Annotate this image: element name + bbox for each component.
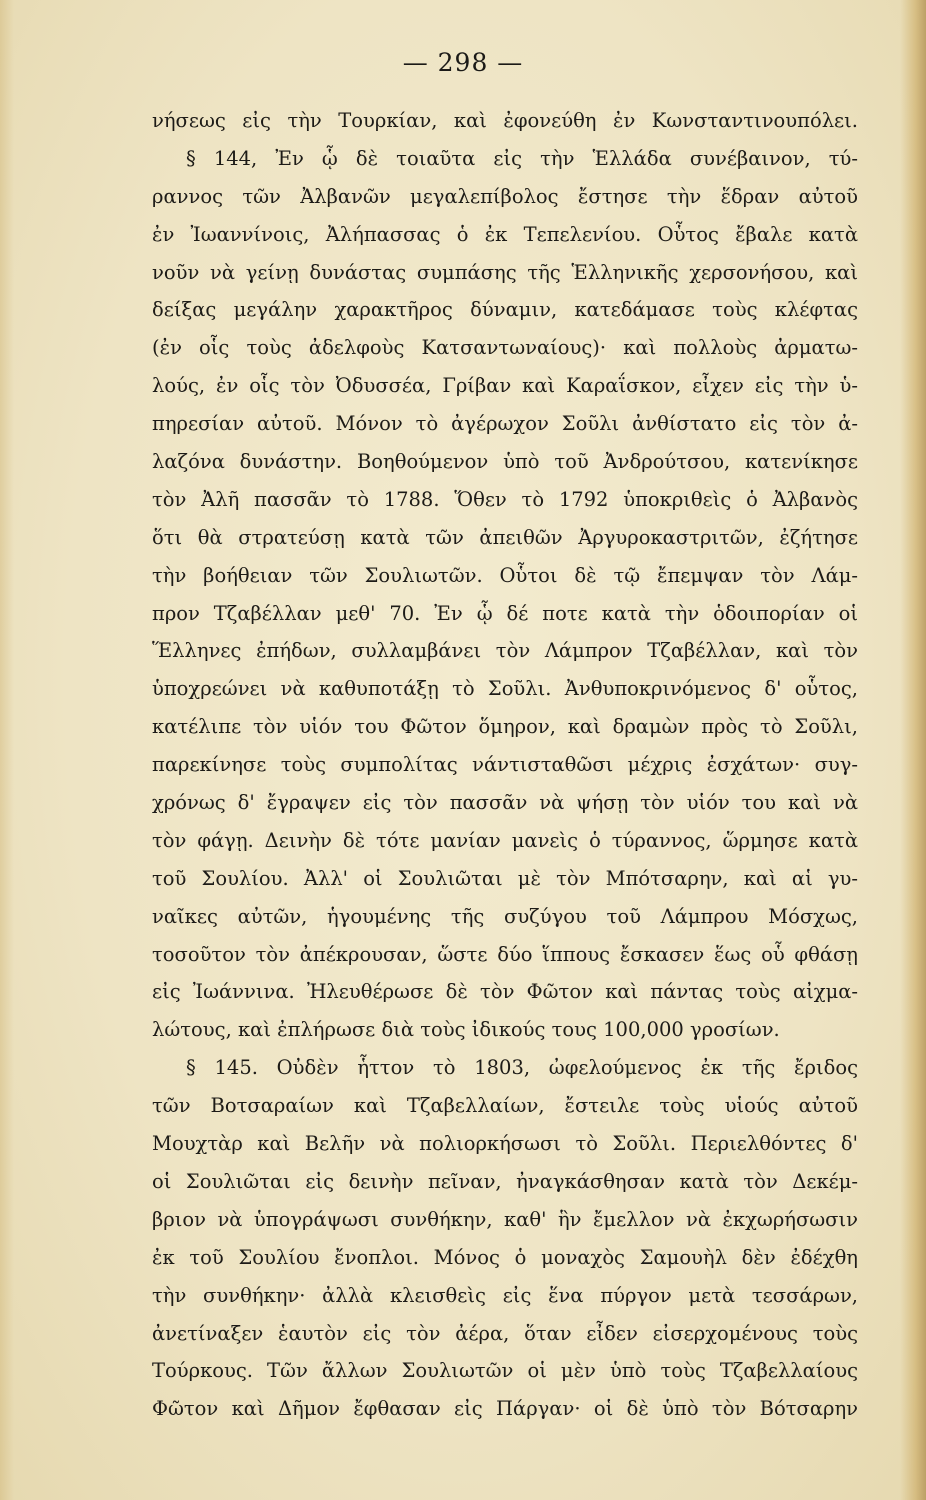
text-line: Μουχτὰρ καὶ Βελῆν νὰ πολιορκήσωσι τὸ Σοῦλι. Περιελθόντες δ' xyxy=(152,1132,858,1156)
page-number: — 298 — xyxy=(402,48,524,77)
text-line: ἐν Ἰωαννίνοις, Ἀλήπασσας ὁ ἐκ Τεπελενίου. Οὗτος ἔβαλε κατὰ xyxy=(152,222,858,246)
text-line: τοσοῦτον τὸν ἀπέκρουσαν, ὥστε δύο ἵππους ἔσκασεν ἕως οὗ φθάσῃ xyxy=(152,942,858,966)
text-line: τοῦ Σουλίου. Ἀλλ' οἱ Σουλιῶται μὲ τὸν Μπότσαρην, καὶ αἱ γυ- xyxy=(152,866,858,890)
text-line: προν Τζαβέλλαν μεθ' 70. Ἐν ᾧ δέ ποτε κατὰ τὴν ὁδοιπορίαν οἱ xyxy=(152,601,858,625)
text-line: Ἕλληνες ἐπήδων, συλλαμβάνει τὸν Λάμπρον Τζαβέλλαν, καὶ τὸν xyxy=(152,639,858,663)
page-left-edge xyxy=(0,0,14,1500)
text-line: ἐκ τοῦ Σουλίου ἔνοπλοι. Μόνος ὁ μοναχὸς Σαμουὴλ δὲν ἐδέχθη xyxy=(152,1245,858,1269)
text-line: χρόνως δ' ἔγραψεν εἰς τὸν πασσᾶν νὰ ψήσῃ τὸν υἱόν του καὶ νὰ xyxy=(152,791,858,815)
text-line: βριον νὰ ὑπογράψωσι συνθήκην, καθ' ἣν ἔμελλον νὰ ἐκχωρήσωσιν xyxy=(152,1207,858,1231)
text-line: Φῶτον καὶ Δῆμον ἔφθασαν εἰς Πάργαν· οἱ δὲ ὑπὸ τὸν Βότσαρην xyxy=(152,1397,858,1421)
text-line: νήσεως εἰς τὴν Τουρκίαν, καὶ ἐφονεύθη ἐν Κωνσταντινουπόλει. xyxy=(152,109,858,132)
text-line: τὴν συνθήκην· ἀλλὰ κλεισθεὶς εἰς ἕνα πύργον μετὰ τεσσάρων, xyxy=(152,1283,858,1307)
text-line: § 145. Οὐδὲν ἧττον τὸ 1803, ὠφελούμενος ἐκ τῆς ἔριδος xyxy=(186,1056,858,1080)
text-line: κατέλιπε τὸν υἱόν του Φῶτον ὅμηρον, καὶ δραμὼν πρὸς τὸ Σοῦλι, xyxy=(152,715,858,739)
text-line: τὸν φάγῃ. Δεινὴν δὲ τότε μανίαν μανεὶς ὁ τύραννος, ὥρμησε κατὰ xyxy=(152,828,858,852)
text-line: λαζόνα δυνάστην. Βοηθούμενον ὑπὸ τοῦ Ἀνδρούτσου, κατενίκησε xyxy=(152,450,858,474)
text-line: ἀνετίναξεν ἑαυτὸν εἰς τὸν ἀέρα, ὅταν εἶδεν εἰσερχομένους τοὺς xyxy=(152,1321,858,1345)
text-line: ὅτι θὰ στρατεύσῃ κατὰ τῶν ἀπειθῶν Ἀργυροκαστριτῶν, ἐζήτησε xyxy=(152,525,858,549)
body-text xyxy=(152,102,858,1428)
text-line: πηρεσίαν αὐτοῦ. Μόνον τὸ ἀγέρωχον Σοῦλι ἀνθίστατο εἰς τὸν ἀ- xyxy=(152,412,858,436)
text-line: οἱ Σουλιῶται εἰς δεινὴν πεῖναν, ἠναγκάσθησαν κατὰ τὸν Δεκέμ- xyxy=(152,1169,858,1193)
text-line: ὑποχρεώνει νὰ καθυποτάξῃ τὸ Σοῦλι. Ἀνθυποκρινόμενος δ' οὗτος, xyxy=(152,677,858,701)
text-line: εἰς Ἰωάννινα. Ἠλευθέρωσε δὲ τὸν Φῶτον καὶ πάντας τοὺς αἰχμα- xyxy=(152,980,858,1004)
text-line: τῶν Βοτσαραίων καὶ Τζαβελλαίων, ἔστειλε τοὺς υἱούς αὐτοῦ xyxy=(152,1094,858,1118)
text-line: ραννος τῶν Ἀλβανῶν μεγαλεπίβολος ἔστησε τὴν ἕδραν αὐτοῦ xyxy=(152,184,858,208)
text-line: δείξας μεγάλην χαρακτῆρος δύναμιν, κατεδάμασε τοὺς κλέφτας xyxy=(152,298,858,322)
text-line: (ἐν οἷς τοὺς ἀδελφοὺς Κατσαντωναίους)· καὶ πολλοὺς ἀρματω- xyxy=(152,336,858,360)
text-line: νοῦν νὰ γείνῃ δυνάστας συμπάσης τῆς Ἑλληνικῆς χερσονήσου, καὶ xyxy=(152,260,858,284)
text-line: λούς, ἐν οἷς τὸν Ὀδυσσέα, Γρίβαν καὶ Καραΐσκον, εἶχεν εἰς τὴν ὑ- xyxy=(152,374,858,398)
text-line: ναῖκες αὐτῶν, ἡγουμένης τῆς συζύγου τοῦ Λάμπρου Μόσχως, xyxy=(152,904,858,928)
text-line: τὴν βοήθειαν τῶν Σουλιωτῶν. Οὗτοι δὲ τῷ ἔπεμψαν τὸν Λάμ- xyxy=(152,563,858,587)
text-line: τὸν Ἀλῆ πασσᾶν τὸ 1788. Ὅθεν τὸ 1792 ὑποκριθεὶς ὁ Ἀλβανὸς xyxy=(152,487,858,511)
text-line: λώτους, καὶ ἐπλήρωσε διὰ τοὺς ἰδικούς τους 100,000 γροσίων. xyxy=(152,1018,780,1042)
text-line: παρεκίνησε τοὺς συμπολίτας νάντισταθῶσι μέχρις ἐσχάτων· συγ- xyxy=(152,753,858,777)
text-line: § 144, Ἐν ᾧ δὲ τοιαῦτα εἰς τὴν Ἑλλάδα συνέβαινον, τύ- xyxy=(186,146,858,170)
text-line: Τούρκους. Τῶν ἄλλων Σουλιωτῶν οἱ μὲν ὑπὸ τοὺς Τζαβελλαίους xyxy=(152,1359,858,1383)
page-right-edge-shadow xyxy=(900,0,926,1500)
